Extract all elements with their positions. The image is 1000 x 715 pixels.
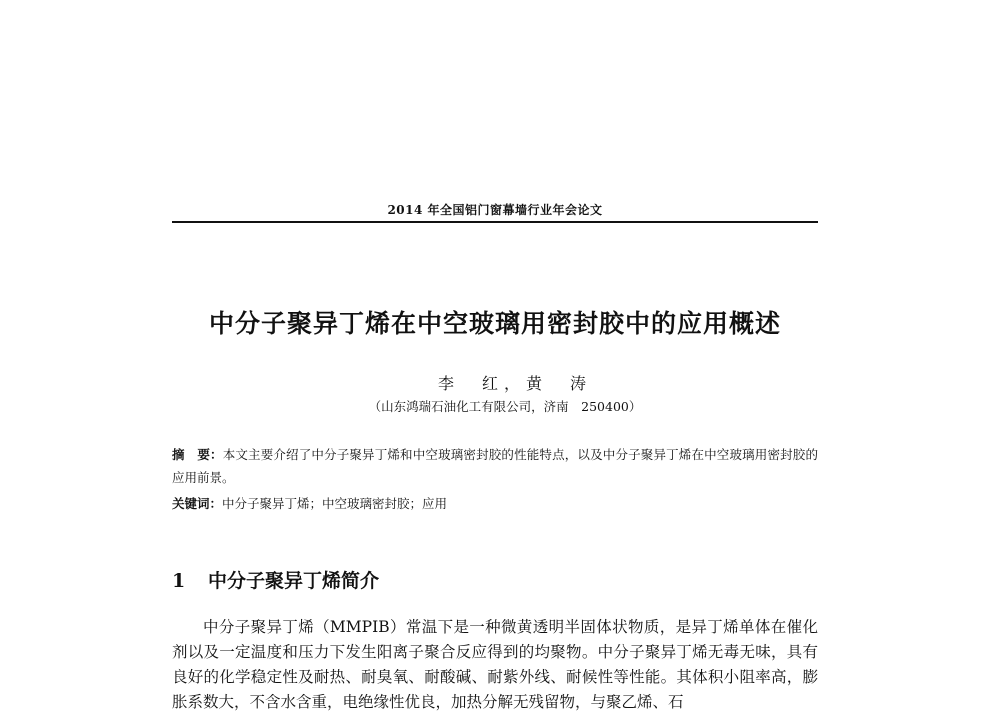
body-paragraph: 中分子聚异丁烯（MMPIB）常温下是一种微黄透明半固体状物质，是异丁烯单体在催化剂以及一定温度和压力下发生阳离子聚合反应得到的均聚物。中分子聚异丁烯无毒无味，具有良好的化学稳定性及耐热、耐臭氧、耐酸碱、耐紫外线、耐候性等性能。其体积小阻率高，膨胀系数大，不含水含重，电绝缘性优良，加热分解无残留物，与聚乙烯、石: [172, 618, 818, 711]
keywords: [172, 494, 818, 514]
paper-title: 中分子聚异丁烯在中空玻璃用密封胶中的应用概述: [208, 309, 781, 338]
section-title: 中分子聚异丁烯简介: [208, 570, 380, 592]
abstract: [172, 443, 818, 489]
running-header: 2014 年全国铝门窗幕墙行业年会论文: [387, 203, 603, 217]
section-heading: [172, 566, 818, 593]
keywords-text: 中分子聚异丁烯；中空玻璃密封胶；应用: [222, 496, 448, 511]
paper-affiliation: （山东鸿瑞石油化工有限公司，济南 250400）: [368, 399, 642, 414]
section-number: 1: [172, 570, 186, 592]
paper-authors: 李 红，黄 涛: [437, 374, 592, 393]
abstract-label: 摘 要：: [172, 447, 223, 462]
keywords-label: 关键词：: [172, 496, 223, 511]
abstract-text: 本文主要介绍了中分子聚异丁烯和中空玻璃密封胶的性能特点，以及中分子聚异丁烯在中空玻璃用密封胶的应用前景。: [172, 447, 818, 485]
header-rule: [172, 221, 818, 223]
